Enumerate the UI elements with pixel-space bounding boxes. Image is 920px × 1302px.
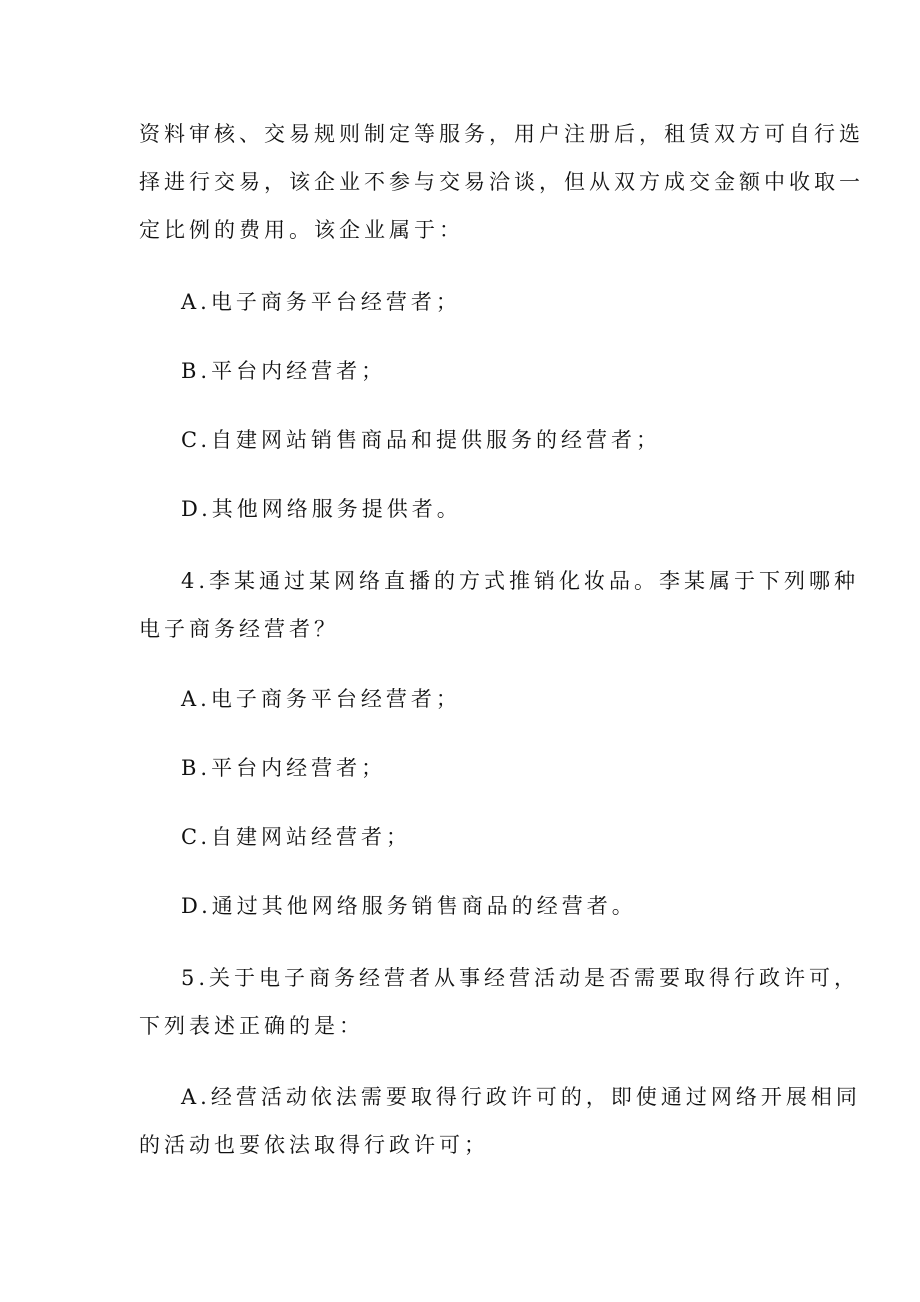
q5-option-a-line-2: 的活动也要依法取得行政许可； — [139, 1133, 489, 1157]
q3-option-c: C.自建网站销售商品和提供服务的经营者； — [181, 428, 661, 452]
q5-stem-line-1: 5.关于电子商务经营者从事经营活动是否需要取得行政许可， — [181, 966, 860, 990]
q4-stem-line-2: 电子商务经营者？ — [139, 617, 339, 641]
q5-stem-line-2: 下列表述正确的是： — [139, 1014, 364, 1038]
q5-option-a-line-1: A.经营活动依法需要取得行政许可的，即使通过网络开展相同 — [181, 1085, 861, 1109]
q3-option-a: A.电子商务平台经营者； — [181, 290, 461, 314]
q4-option-d: D.通过其他网络服务销售商品的经营者。 — [181, 894, 637, 918]
q3-stem-line-3: 定比例的费用。该企业属于： — [139, 218, 464, 242]
q4-option-a: A.电子商务平台经营者； — [181, 687, 461, 711]
q4-option-b: B.平台内经营者； — [181, 756, 387, 780]
q3-option-d: D.其他网络服务提供者。 — [181, 497, 462, 521]
q3-stem-line-1: 资料审核、交易规则制定等服务，用户注册后，租赁双方可自行选 — [139, 122, 864, 146]
q3-stem-line-2: 择进行交易，该企业不参与交易洽谈，但从双方成交金额中收取一 — [139, 170, 864, 194]
q3-option-b: B.平台内经营者； — [181, 359, 387, 383]
q4-option-c: C.自建网站经营者； — [181, 825, 411, 849]
q4-stem-line-1: 4.李某通过某网络直播的方式推销化妆品。李某属于下列哪种 — [181, 569, 860, 593]
